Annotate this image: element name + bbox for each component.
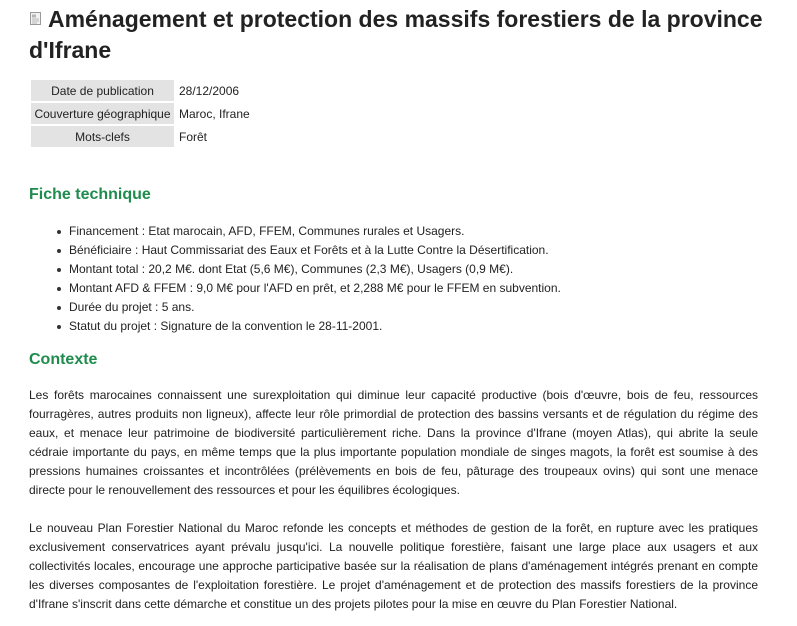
contexte-paragraph: Les forêts marocaines connaissent une surexploitation qui diminue leur capacité productive (bois d'œuvre, bois de feu, ressources fourragères, autres produits non ligneux), affecte leur rôle primordial de protection des bassins versants et de régulation du régime des eaux, et menace leur patrimoine de biodiversité particulièrement riche. Dans la province d'Ifrane (moyen Atlas), qui abrite la seule cédraie importante du pays, en même temps que la plus importante population mondiale de singes magots, la forêt est soumise à des pressions humaines croissantes et incontrôlées (prélèvements en bois de feu, pâturage des troupeaux ovins) qui sont une menace directe pour le renouvellement des ressources et pour les équilibres écologiques.: [29, 388, 758, 497]
page-title-block: [29, 2, 769, 66]
list-item: Bénéficiaire : Haut Commissariat des Eaux et Forêts et à la Lutte Contre la Désertification.: [69, 241, 789, 260]
contexte-paragraph: Le nouveau Plan Forestier National du Maroc refonde les concepts et méthodes de gestion de la forêt, en rupture avec les pratiques exclusivement conservatrices ayant prévalu jusqu'ici. La nouvelle politique forestière, faisant une large place aux usagers et aux collectivités locales, encourage une approche participative basée sur la réalisation de plans d'aménagement intégrés prenant en compte les diverses composantes de l'exploitation forestière. Le projet d'aménagement et de protection des massifs forestiers de la province d'Ifrane s'inscrit dans cette démarche et constitue un des projets pilotes pour la mise en œuvre du Plan Forestier National.: [29, 521, 758, 611]
metadata-row: [31, 103, 253, 124]
metadata-label: Date de publication: [31, 80, 174, 101]
document-icon: [29, 2, 42, 15]
list-item: Durée du projet : 5 ans.: [69, 298, 789, 317]
list-item: Montant AFD & FFEM : 9,0 M€ pour l'AFD en prêt, et 2,288 M€ pour le FFEM en subvention.: [69, 279, 789, 298]
fiche-technique-heading: Fiche technique: [29, 186, 151, 203]
metadata-value: Forêt: [179, 129, 208, 144]
metadata-value: Maroc, Ifrane: [179, 106, 250, 121]
metadata-label: Couverture géographique: [31, 103, 174, 124]
contexte-heading: Contexte: [29, 351, 98, 368]
list-item: Statut du projet : Signature de la convention le 28-11-2001.: [69, 317, 789, 336]
metadata-row: [31, 80, 253, 101]
page-title: [29, 2, 769, 66]
metadata-value: 28/12/2006: [179, 83, 240, 98]
metadata-table: [29, 78, 255, 149]
metadata-label: Mots-clefs: [31, 126, 174, 147]
fiche-technique-list: [29, 222, 789, 336]
metadata-row: [31, 126, 253, 147]
list-item: Financement : Etat marocain, AFD, FFEM, Communes rurales et Usagers.: [69, 222, 789, 241]
page-title-text: Aménagement et protection des massifs forestiers de la province d'Ifrane: [29, 6, 763, 63]
list-item: Montant total : 20,2 M€. dont Etat (5,6 M€), Communes (2,3 M€), Usagers (0,9 M€).: [69, 260, 789, 279]
